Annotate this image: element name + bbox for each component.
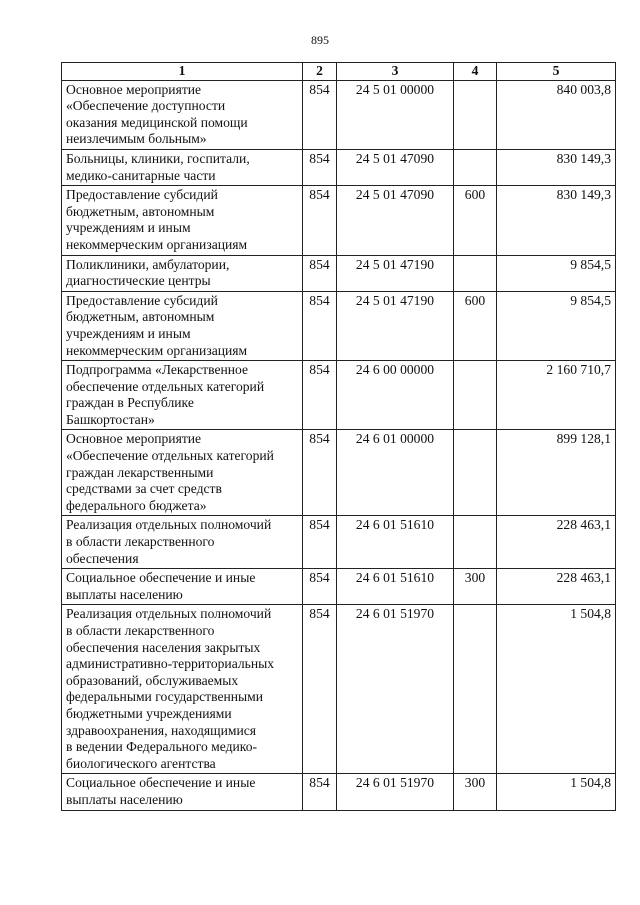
column-header-2: 2 — [303, 63, 337, 81]
table-row — [62, 291, 616, 360]
target-article-cell: 24 6 01 51970 — [337, 605, 454, 774]
amount-cell: 830 149,3 — [497, 186, 616, 255]
row-name-line: в ведении Федерального медико- — [66, 739, 258, 755]
row-name-line: «Обеспечение отдельных категорий — [66, 448, 274, 464]
column-header-1: 1 — [62, 63, 303, 81]
amount-cell: 899 128,1 — [497, 430, 616, 516]
row-name-cell — [62, 430, 303, 516]
target-article-cell: 24 6 01 51970 — [337, 774, 454, 810]
row-name-line: выплаты населению — [66, 586, 183, 602]
ministry-code-cell: 854 — [303, 255, 337, 291]
target-article-cell: 24 5 01 00000 — [337, 80, 454, 149]
target-article-cell: 24 6 00 00000 — [337, 361, 454, 430]
row-name-line: в области лекарственного — [66, 534, 215, 550]
row-name-line: образований, обслуживаемых — [66, 672, 239, 688]
target-article-cell: 24 5 01 47090 — [337, 186, 454, 255]
ministry-code-cell: 854 — [303, 430, 337, 516]
row-name-line: Подпрограмма «Лекарственное — [66, 362, 249, 378]
row-name-line: учреждениям и иным — [66, 325, 191, 341]
amount-cell: 228 463,1 — [497, 516, 616, 569]
column-header-4: 4 — [454, 63, 497, 81]
table-row — [62, 149, 616, 185]
row-name-cell — [62, 774, 303, 810]
row-name-line: Предоставление субсидий — [66, 292, 218, 308]
row-name-cell — [62, 605, 303, 774]
row-name-cell — [62, 149, 303, 185]
row-name-line: федерального бюджета» — [66, 497, 207, 513]
row-name-line: неизлечимым больным» — [66, 131, 207, 147]
ministry-code-cell: 854 — [303, 361, 337, 430]
ministry-code-cell: 854 — [303, 569, 337, 605]
row-name-line: Поликлиники, амбулатории, — [66, 256, 230, 272]
row-name-line: бюджетными учреждениями — [66, 705, 232, 721]
row-name-line: средствами за счет средств — [66, 481, 222, 497]
row-name-line: обеспечение отдельных категорий — [66, 378, 265, 394]
row-name-line: оказания медицинской помощи — [66, 114, 248, 130]
expense-type-cell — [454, 361, 497, 430]
ministry-code-cell: 854 — [303, 774, 337, 810]
expense-type-cell: 300 — [454, 774, 497, 810]
table-row — [62, 255, 616, 291]
row-name-cell — [62, 361, 303, 430]
target-article-cell: 24 5 01 47190 — [337, 291, 454, 360]
row-name-line: некоммерческим организациям — [66, 236, 248, 252]
row-name-line: медико-санитарные части — [66, 167, 216, 183]
ministry-code-cell: 854 — [303, 291, 337, 360]
row-name-line: выплаты населению — [66, 791, 183, 807]
row-name-line: Реализация отдельных полномочий — [66, 606, 272, 622]
target-article-cell: 24 5 01 47190 — [337, 255, 454, 291]
expense-type-cell — [454, 149, 497, 185]
row-name-line: «Обеспечение доступности — [66, 98, 226, 114]
budget-table — [61, 62, 616, 811]
table-row — [62, 774, 616, 810]
row-name-line: Предоставление субсидий — [66, 187, 218, 203]
row-name-cell — [62, 569, 303, 605]
row-name-line: здравоохранения, находящимися — [66, 722, 257, 738]
row-name-line: Социальное обеспечение и иные — [66, 570, 256, 586]
row-name-line: бюджетным, автономным — [66, 309, 215, 325]
expense-type-cell: 600 — [454, 291, 497, 360]
expense-type-cell — [454, 80, 497, 149]
amount-cell: 228 463,1 — [497, 569, 616, 605]
row-name-line: диагностические центры — [66, 273, 211, 289]
table-row — [62, 80, 616, 149]
row-name-cell — [62, 516, 303, 569]
row-name-cell — [62, 291, 303, 360]
column-header-5: 5 — [497, 63, 616, 81]
row-name-line: Основное мероприятие — [66, 431, 202, 447]
row-name-line: Основное мероприятие — [66, 81, 202, 97]
page-number: 895 — [311, 33, 329, 47]
table-row — [62, 605, 616, 774]
amount-cell: 1 504,8 — [497, 605, 616, 774]
amount-cell: 840 003,8 — [497, 80, 616, 149]
row-name-line: бюджетным, автономным — [66, 203, 215, 219]
row-name-line: граждан лекарственными — [66, 464, 214, 480]
ministry-code-cell: 854 — [303, 516, 337, 569]
expense-type-cell — [454, 605, 497, 774]
amount-cell: 1 504,8 — [497, 774, 616, 810]
table-row — [62, 569, 616, 605]
row-name-line: Реализация отдельных полномочий — [66, 517, 272, 533]
target-article-cell: 24 6 01 51610 — [337, 569, 454, 605]
table-row — [62, 430, 616, 516]
ministry-code-cell: 854 — [303, 80, 337, 149]
table-header-row — [62, 63, 616, 81]
target-article-cell: 24 6 01 51610 — [337, 516, 454, 569]
expense-type-cell — [454, 430, 497, 516]
table-row — [62, 516, 616, 569]
ministry-code-cell: 854 — [303, 149, 337, 185]
table-body — [62, 80, 616, 810]
row-name-line: биологического агентства — [66, 755, 216, 771]
amount-cell: 2 160 710,7 — [497, 361, 616, 430]
row-name-line: Социальное обеспечение и иные — [66, 775, 256, 791]
row-name-line: федеральными государственными — [66, 689, 264, 705]
row-name-line: некоммерческим организациям — [66, 342, 248, 358]
expense-type-cell: 600 — [454, 186, 497, 255]
column-header-3: 3 — [337, 63, 454, 81]
amount-cell: 9 854,5 — [497, 291, 616, 360]
table-row — [62, 361, 616, 430]
row-name-cell — [62, 80, 303, 149]
row-name-cell — [62, 186, 303, 255]
row-name-line: в области лекарственного — [66, 623, 215, 638]
expense-type-cell: 300 — [454, 569, 497, 605]
ministry-code-cell: 854 — [303, 605, 337, 774]
row-name-line: учреждениям и иным — [66, 220, 191, 236]
row-name-line: административно-территориальных — [66, 656, 275, 672]
ministry-code-cell: 854 — [303, 186, 337, 255]
amount-cell: 9 854,5 — [497, 255, 616, 291]
row-name-line: граждан в Республике — [66, 395, 194, 411]
expense-type-cell — [454, 516, 497, 569]
row-name-line: обеспечения — [66, 550, 139, 566]
amount-cell: 830 149,3 — [497, 149, 616, 185]
target-article-cell: 24 5 01 47090 — [337, 149, 454, 185]
table-row — [62, 186, 616, 255]
expense-type-cell — [454, 255, 497, 291]
row-name-cell — [62, 255, 303, 291]
row-name-line: обеспечения населения закрытых — [66, 639, 261, 655]
target-article-cell: 24 6 01 00000 — [337, 430, 454, 516]
row-name-line: Башкортостан» — [66, 411, 155, 427]
row-name-line: Больницы, клиники, госпитали, — [66, 150, 250, 166]
